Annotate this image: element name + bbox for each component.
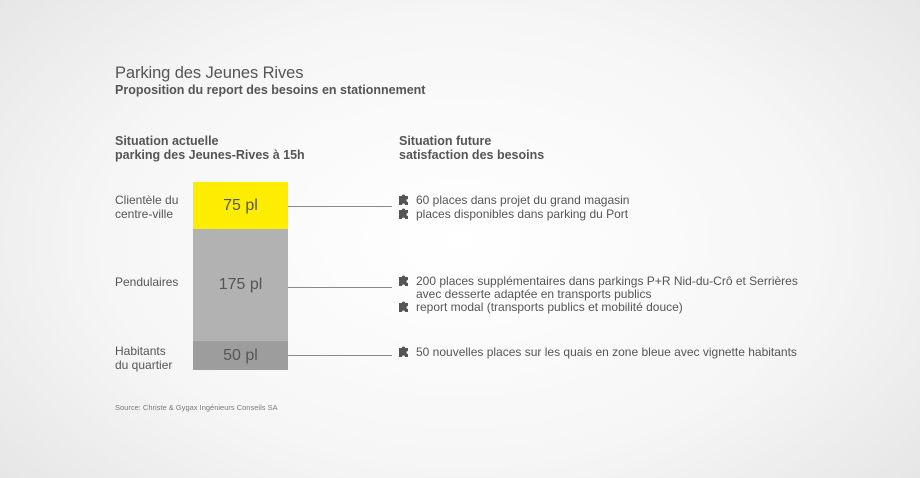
bar-value-label: 50 pl: [223, 346, 258, 364]
future-situation-heading: [399, 134, 544, 162]
category-label-habitants: [115, 344, 172, 372]
measure-text: places disponibles dans parking du Port: [416, 207, 629, 221]
measure-text: 50 nouvelles places sur les quais en zone bleue avec vignette habitants: [416, 345, 797, 359]
bar-value-label: 175 pl: [218, 276, 263, 293]
measure-text: 60 places dans projet du grand magasin: [416, 193, 630, 207]
current-heading-line2: parking des Jeunes-Rives à 15h: [115, 148, 305, 162]
category-label-pendulaires: [115, 275, 178, 289]
connector-line: [288, 355, 392, 356]
current-heading-line1: Situation actuelle: [115, 134, 219, 148]
measure-text: 200 places supplémentaires dans parkings P+R Nid-du-Crô et Serrières: [416, 274, 798, 288]
future-heading-line2: satisfaction des besoins: [399, 148, 545, 162]
bar-segment-clientele: [193, 182, 288, 229]
puzzle-piece-icon: [399, 275, 409, 286]
bar-value-label: 75 pl: [223, 196, 258, 214]
category-label-clientele: [115, 193, 178, 221]
diagram-subtitle: Proposition du report des besoins en stationnement: [115, 83, 426, 97]
puzzle-piece-icon: [399, 194, 409, 205]
category-label-line: du quartier: [115, 358, 173, 372]
category-label-line: Habitants: [115, 344, 166, 358]
current-situation-heading: [115, 134, 305, 162]
bar-segment-pendulaires: [193, 229, 288, 341]
puzzle-piece-icon: [399, 301, 409, 312]
bar-segment-habitants: [193, 341, 288, 370]
diagram-title: Parking des Jeunes Rives: [115, 64, 304, 82]
future-heading-line1: Situation future: [399, 134, 492, 148]
puzzle-piece-icon: [399, 208, 409, 219]
connector-line: [288, 287, 392, 288]
measure-text-continuation: avec desserte adaptée en transports publics: [416, 287, 652, 301]
source-note: Source: Christe & Gygax Ingénieurs Conseils SA: [115, 403, 278, 412]
connector-line: [288, 206, 392, 207]
category-label-line: centre-ville: [115, 207, 174, 221]
measure-text: report modal (transports publics et mobilité douce): [416, 300, 683, 314]
puzzle-piece-icon: [399, 346, 409, 357]
category-label-line: Clientèle du: [115, 193, 179, 207]
category-label-line: Pendulaires: [115, 275, 179, 289]
